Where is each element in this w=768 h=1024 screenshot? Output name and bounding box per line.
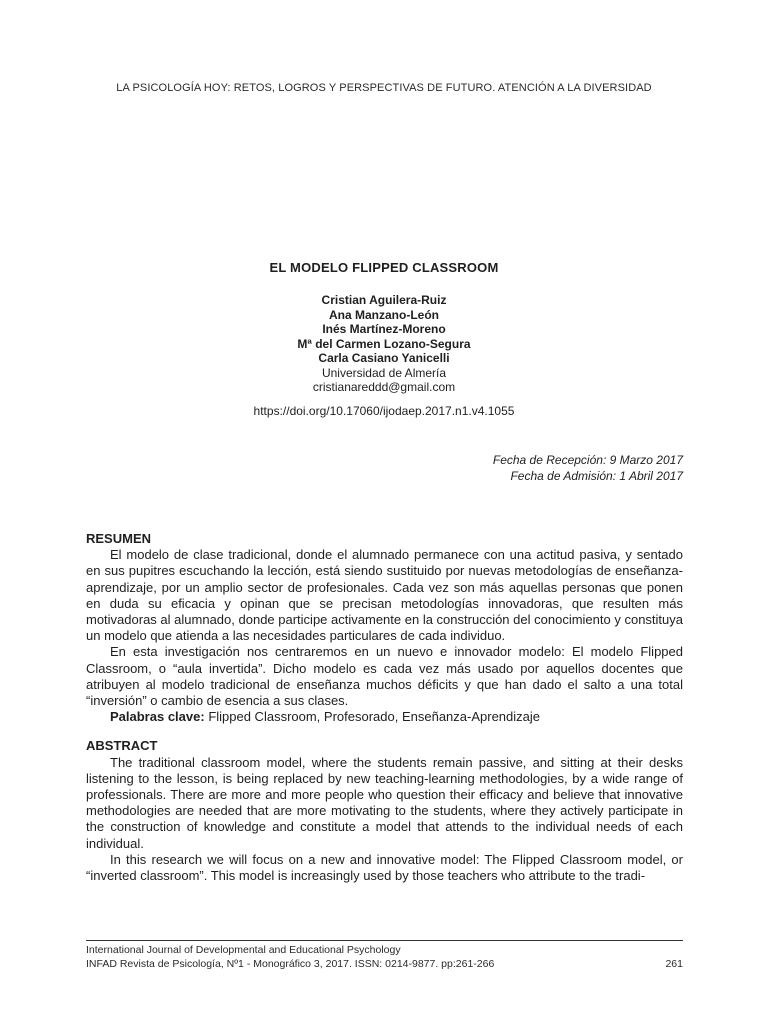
author-email: cristianareddd@gmail.com (312, 380, 456, 394)
abstract-paragraph: The traditional classroom model, where the students remain passive, and sitting at their desks listening to the lesson, is being replaced by new teaching-learning methodologies, by a wide range of professionals. There are more and more people who question their efficacy and believe that innovative methodologies are needed that are more motivating to the students, where they actively participate in the construction of knowledge and constitute a model that attends to the individual needs of each individual. (86, 754, 683, 851)
keywords-line (86, 709, 683, 725)
date-received: Fecha de Recepción: 9 Marzo 2017 (492, 453, 683, 467)
paper-title: EL MODELO FLIPPED CLASSROOM (269, 260, 499, 275)
affiliation: Universidad de Almería (321, 365, 447, 380)
author-name: Mª del Carmen Lozano-Segura (297, 336, 471, 351)
page-footer (86, 944, 683, 971)
author-list (0, 293, 768, 395)
keywords-label: Palabras clave: (110, 709, 205, 725)
resumen-paragraph: El modelo de clase tradicional, donde el alumnado permanece con una actitud pasiva, y sentado en sus pupitres escuchando la lección, está siendo sustituido por nuevas metodologías de enseñanza-aprendizaje, por un amplio sector de profesionales. Cada vez son más aquellas personas que ponen en duda su eficacia y opinan que se precisan metodologías innovadoras, que resulten más motivadoras al alumnado, donde participe activamente en la construcción del conocimiento y constituya un modelo que atienda a las necesidades particulares de cada individuo. (86, 547, 683, 644)
running-head: LA PSICOLOGÍA HOY: RETOS, LOGROS Y PERSPECTIVAS DE FUTURO. ATENCIÓN A LA DIVERSIDAD (116, 82, 652, 94)
page-number: 261 (665, 957, 683, 970)
submission-dates (493, 452, 683, 484)
keywords-list: Flipped Classroom, Profesorado, Enseñanza-Aprendizaje (208, 709, 540, 725)
author-name: Carla Casiano Yanicelli (318, 351, 450, 365)
doi-link[interactable]: https://doi.org/10.17060/ijodaep.2017.n1.v4.1055 (253, 403, 515, 418)
footer-divider (86, 940, 683, 941)
author-name: Ana Manzano-León (329, 307, 439, 322)
author-name: Inés Martínez-Moreno (322, 322, 446, 336)
abstract-paragraph: In this research we will focus on a new and innovative model: The Flipped Classroom model, or “inverted classroom”. This model is increasingly used by those teachers who attribute to the tradi- (86, 851, 683, 884)
author-name: Cristian Aguilera-Ruiz (321, 293, 447, 307)
abstract-heading: ABSTRACT (86, 738, 158, 754)
resumen-paragraph: En esta investigación nos centraremos en un nuevo e innovador modelo: El modelo Flipped Classroom, o “aula invertida”. Dicho modelo es cada vez más usado por aquellos docentes que atribuyen al modelo tradicional de enseñanza muchos déficits y que han dado el salto a una total “inversión” o cambio de esencia a sus clases. (86, 644, 683, 709)
date-accepted: Fecha de Admisión: 1 Abril 2017 (510, 469, 683, 483)
footer-issue: INFAD Revista de Psicología, Nº1 - Monográfico 3, 2017. ISSN: 0214-9877. pp:261-266 (86, 957, 495, 970)
resumen-heading: RESUMEN (86, 531, 152, 546)
footer-journal: International Journal of Developmental and Educational Psychology (86, 944, 401, 956)
article-body (86, 531, 683, 884)
title-block (0, 260, 768, 418)
